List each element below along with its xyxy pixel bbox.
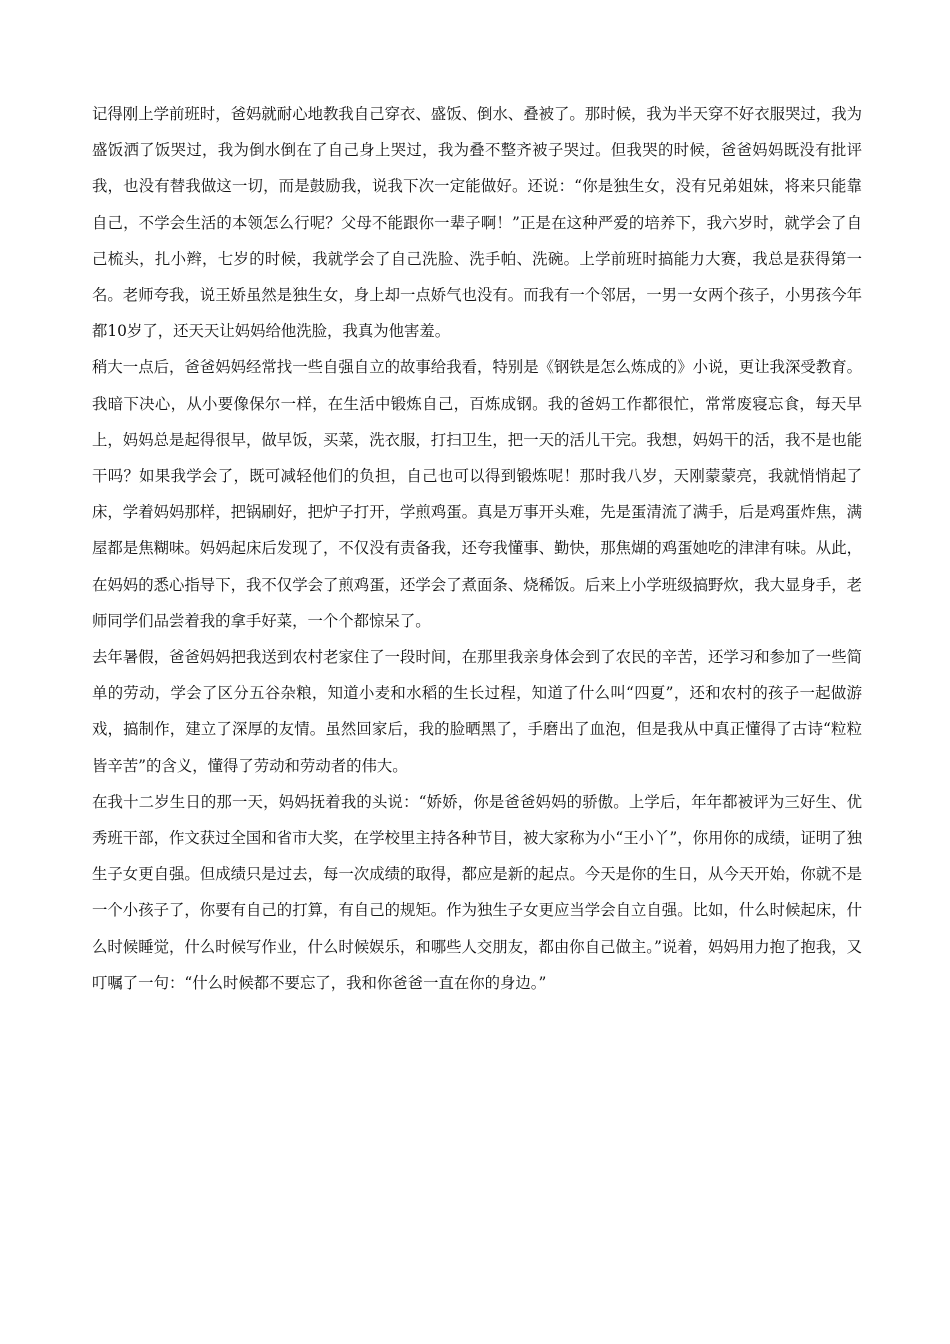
- paragraph-4: 在我十二岁生日的那一天，妈妈抚着我的头说：“娇娇，你是爸爸妈妈的骄傲。上学后，年年都被评为三好生、优秀班干部，作文获过全国和省市大奖，在学校里主持各种节目，被大家称为小“王小丫”，你用你的成绩，证明了独生子女更自强。但成绩只是过去，每一次成绩的取得，都应是新的起点。今天是你的生日，从今天开始，你就不是一个小孩子了，你要有自己的打算，有自己的规矩。作为独生子女更应当学会自立自强。比如，什么时候起床，什么时候睡觉，什么时候写作业，什么时候娱乐，和哪些人交朋友，都由你自己做主。”说着，妈妈用力抱了抱我，又叮嘱了一句：“什么时候都不要忘了，我和你爸爸一直在你的身边。”: [92, 792, 862, 992]
- document-body: [92, 96, 862, 1001]
- paragraph-2: 稍大一点后，爸爸妈妈经常找一些自强自立的故事给我看，特别是《钢铁是怎么炼成的》小说，更让我深受教育。我暗下决心，从小要像保尔一样，在生活中锻炼自己，百炼成钢。我的爸妈工作都很忙，常常废寝忘食，每天早上，妈妈总是起得很早，做早饭，买菜，洗衣服，打扫卫生，把一天的活儿干完。我想，妈妈干的活，我不是也能干吗？如果我学会了，既可减轻他们的负担，自己也可以得到锻炼呢！那时我八岁，天刚蒙蒙亮，我就悄悄起了床，学着妈妈那样，把锅刷好，把炉子打开，学煎鸡蛋。真是万事开头难，先是蛋清流了满手，后是鸡蛋炸焦，满屋都是焦糊味。妈妈起床后发现了，不仅没有责备我，还夸我懂事、勤快，那焦煳的鸡蛋她吃的津津有味。从此，在妈妈的悉心指导下，我不仅学会了煎鸡蛋，还学会了煮面条、烧稀饭。后来上小学班级搞野炊，我大显身手，老师同学们品尝着我的拿手好菜，一个个都惊呆了。: [92, 358, 862, 630]
- paragraph-1: 记得刚上学前班时，爸妈就耐心地教我自己穿衣、盛饭、倒水、叠被了。那时候，我为半天穿不好衣服哭过，我为盛饭洒了饭哭过，我为倒水倒在了自己身上哭过，我为叠不整齐被子哭过。但我哭的时候，爸爸妈妈既没有批评我，也没有替我做这一切，而是鼓励我，说我下次一定能做好。还说：“你是独生女，没有兄弟姐妹，将来只能靠自己，不学会生活的本领怎么行呢？父母不能跟你一辈子啊！”正是在这种严爱的培养下，我六岁时，就学会了自己梳头，扎小辫，七岁的时候，我就学会了自己洗脸、洗手帕、洗碗。上学前班时搞能力大赛，我总是获得第一名。老师夸我，说王娇虽然是独生女，身上却一点娇气也没有。而我有一个邻居，一男一女两个孩子，小男孩今年都10岁了，还天天让妈妈给他洗脸，我真为他害羞。: [92, 105, 862, 341]
- paragraph-3: 去年暑假，爸爸妈妈把我送到农村老家住了一段时间，在那里我亲身体会到了农民的辛苦，还学习和参加了一些简单的劳动，学会了区分五谷杂粮，知道小麦和水稻的生长过程，知道了什么叫“四夏”，还和农村的孩子一起做游戏，搞制作，建立了深厚的友情。虽然回家后，我的脸晒黑了，手磨出了血泡，但是我从中真正懂得了古诗“粒粒皆辛苦”的含义，懂得了劳动和劳动者的伟大。: [92, 648, 862, 775]
